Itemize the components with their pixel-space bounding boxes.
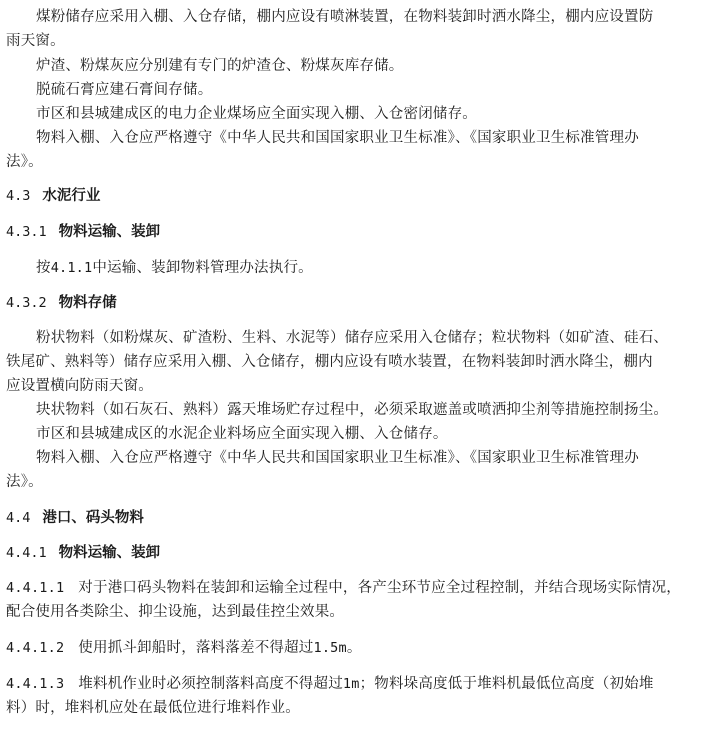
section-heading-4-3-2 — [6, 294, 117, 312]
clause-number: 4.4.1.2 — [6, 640, 65, 656]
section-heading-4-4-1 — [6, 544, 160, 562]
clause-4-4-1-1-line2: 配合使用各类除尘、抑尘设施，达到最佳控尘效果。 — [6, 604, 345, 620]
section-title: 物料存储 — [58, 294, 117, 311]
clause-number: 4.4.1.3 — [6, 676, 65, 692]
clause-number: 4.4.1.1 — [6, 580, 65, 596]
drop-limit-value: 1.5m — [313, 640, 347, 656]
section-heading-4-3 — [6, 187, 100, 205]
clause-4-4-1-3-line2: 料）时，堆料机应处在最低位进行堆料作业。 — [6, 700, 300, 716]
paragraph-slag-ash: 炉渣、粉煤灰应分别建有专门的炉渣仓、粉煤灰库存储。 — [36, 58, 404, 74]
paragraph-urban-cement: 市区和县城建成区的水泥企业料场应全面实现入棚、入仓储存。 — [36, 426, 448, 442]
section-title: 物料运输、装卸 — [58, 223, 161, 240]
paragraph-standards-line2: 法》。 — [6, 154, 43, 170]
section-title: 水泥行业 — [42, 187, 101, 204]
section-heading-4-4 — [6, 509, 144, 527]
paragraph-coal-storage-line2: 雨天窗。 — [6, 33, 65, 49]
section-number: 4.3 — [6, 188, 31, 204]
clause-4-4-1-1-line1: 4.4.1.1 对于港口码头物料在装卸和运输全过程中，各产尘环节应全过程控制，并结合现场实际情况， — [6, 580, 681, 596]
paragraph-coal-storage-line1: 煤粉储存应采用入棚、入仓存储，棚内应设有喷淋装置，在物料装卸时洒水降尘，棚内应设置防 — [36, 9, 654, 25]
section-title: 物料运输、装卸 — [58, 544, 161, 561]
clause-4-4-1-3-line1: 4.4.1.3 堆料机作业时必须控制落料高度不得超过1m；物料垛高度低于堆料机最低位高度（初始堆 — [6, 676, 654, 692]
paragraph-urban-power: 市区和县城建成区的电力企业煤场应全面实现入棚、入仓密闭储存。 — [36, 106, 477, 122]
height-limit-value: 1m — [342, 676, 360, 692]
section-reference: 4.1.1 — [50, 260, 93, 276]
clause-4-4-1-2: 4.4.1.2 使用抓斗卸船时，落料落差不得超过1.5m。 — [6, 640, 362, 656]
section-number: 4.4 — [6, 510, 31, 526]
section-number: 4.3.1 — [6, 224, 47, 240]
paragraph-powder-storage-line3: 应设置横向防雨天窗。 — [6, 378, 153, 394]
paragraph-block-material: 块状物料（如石灰石、熟料）露天堆场贮存过程中，必须采取遮盖或喷洒抑尘剂等措施控制扬尘。 — [36, 402, 669, 418]
paragraph-gypsum: 脱硫石膏应建石膏间存储。 — [36, 82, 213, 98]
paragraph-standards-2-line1: 物料入棚、入仓应严格遵守《中华人民共和国国家职业卫生标准》、《国家职业卫生标准管理办 — [36, 450, 639, 466]
paragraph-standards-line1: 物料入棚、入仓应严格遵守《中华人民共和国国家职业卫生标准》、《国家职业卫生标准管理办 — [36, 130, 639, 146]
paragraph-powder-storage-line1: 粉状物料（如粉煤灰、矿渣粉、生料、水泥等）储存应采用入仓储存；粒状物料（如矿渣、硅石、 — [36, 330, 669, 346]
paragraph-powder-storage-line2: 铁尾矿、熟料等）储存应采用入棚、入仓储存，棚内应设有喷水装置，在物料装卸时洒水降尘，棚内 — [6, 354, 653, 370]
section-number: 4.4.1 — [6, 545, 47, 561]
paragraph-refer-4-1-1: 按4.1.1中运输、装卸物料管理办法执行。 — [36, 260, 313, 276]
section-heading-4-3-1 — [6, 223, 160, 241]
paragraph-standards-2-line2: 法》。 — [6, 474, 43, 490]
section-title: 港口、码头物料 — [42, 509, 144, 526]
section-number: 4.3.2 — [6, 295, 47, 311]
